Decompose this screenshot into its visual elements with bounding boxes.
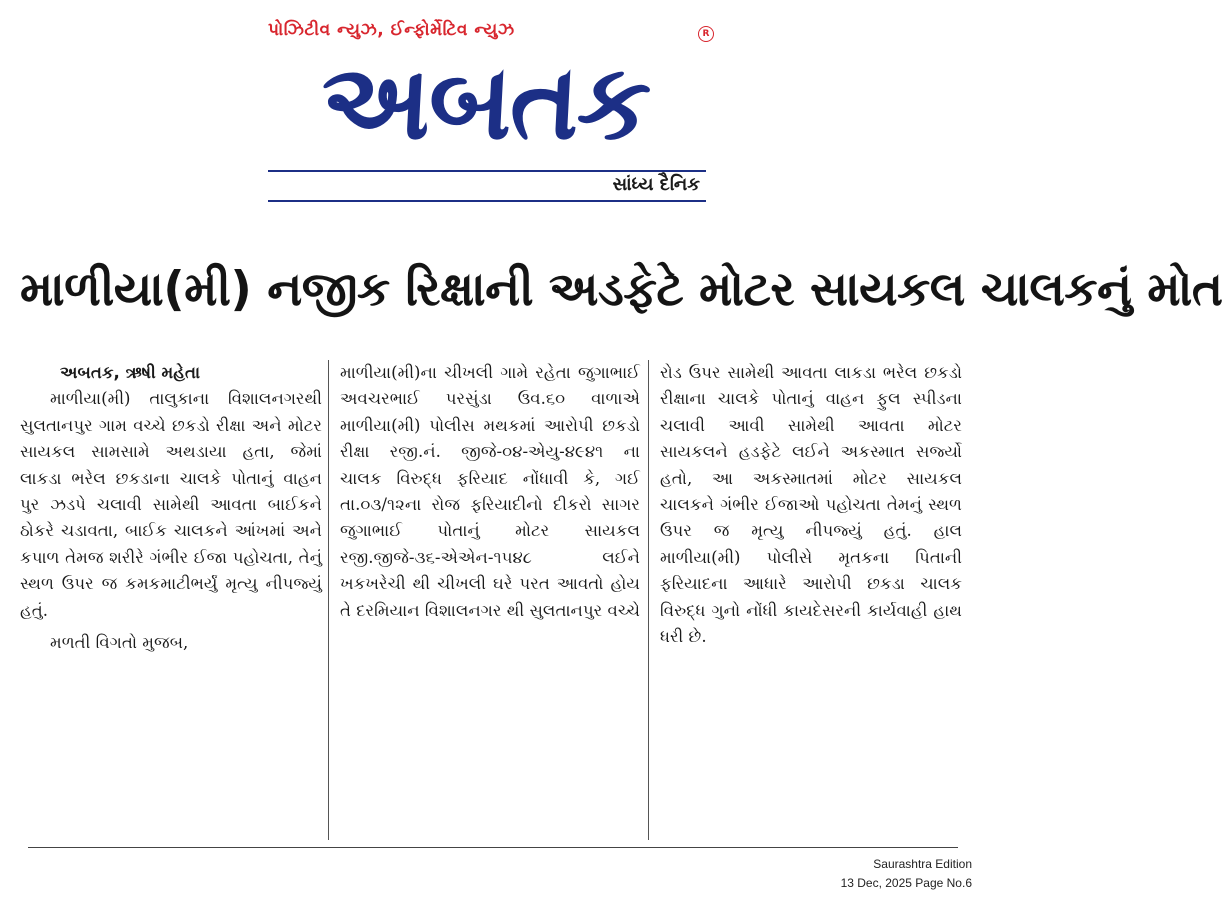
article-paragraph: માળીયા(મી) તાલુકાના વિશાલનગરથી સુલતાનપુર ગામ વચ્ચે છકડો રીક્ષા અને મોટર સાયકલ સામસામે અથડાયા હતા, જેમાં લાકડા ભરેલ છકડાના ચાલકે પોતાનું વાહન પુર ઝડપે ચલાવી સામેથી આવતા બાઈકને ઠોકરે ચડાવતા, બાઈક ચાલકને આંખમાં અને કપાળ તેમજ શરીરે ગંભીર ઈજા પહોચતા, તેનું સ્થળ ઉપર જ કમકમાટીભર્યું મૃત્યુ નીપજ્યું હતું. (20, 389, 322, 620)
article-paragraph: માળીયા(મી)ના ચીખલી ગામે રહેતા જુગાભાઈ અવચરભાઈ પરસુંડા ઉવ.૬૦ વાળાએ માળીયા(મી) પોલીસ મથકમાં આરોપી છકડો રીક્ષા રજી.નં. જીજે-૦૪-એયુ-૪૯૪૧ ના ચાલક વિરુદ્ધ ફરિયાદ નોંધાવી કે, ગઈ તા.૦૩/૧૨ના રોજ ફરિયાદીનો દીકરો સાગર જુગાભાઈ પોતાનું મોટર સાયકલ રજી.જીજે-૩૬-એએન-૧૫૪૮ લઈને ખકખરેચી થી ચીખલી ઘરે પરત આવતો હોય તે દરમિયાન વિશાલનગર થી સુલતાનપુર વચ્ચે (340, 363, 641, 620)
article-headline: માળીયા(મી) નજીક રિક્ષાની અડફેટે મોટર સાયકલ ચાલકનું મોત (20, 262, 1223, 317)
article-column-1 (20, 360, 322, 830)
article-byline: અબતક, ઋષી મહેતા (60, 363, 201, 382)
masthead-subtitle-bar (268, 170, 706, 202)
article-paragraph: રોડ ઉપર સામેથી આવતા લાકડા ભરેલ છકડો રીક્ષાના ચાલકે પોતાનું વાહન ફુલ સ્પીડના ચલાવી આવી સામેથી આવતા મોટર સાયકલને હડફેટે લઈને અકસ્માત સર્જ્યો હતો, આ અકસ્માતમાં મોટર સાયકલ ચાલકને ગંભીર ઈજાઓ પહોચતા તેમનું સ્થળ ઉપર જ મૃત્યુ નીપજ્યું હતું. હાલ માળીયા(મી) પોલીસે મૃતકના પિતાની ફરિયાદના આધારે આરોપી છકડા ચાલક વિરુદ્ધ ગુનો નોંધી કાયદેસરની કાર્યવાહી હાથ ધરી છે. (660, 363, 962, 647)
article-body (20, 360, 962, 830)
masthead (0, 0, 982, 210)
article-paragraph: મળતી વિગતો મુજબ, (50, 633, 189, 653)
article-column-2 (340, 360, 640, 830)
footer-edition: Saurashtra Edition (873, 857, 972, 871)
article-column-3 (660, 360, 962, 830)
newspaper-logo: અબતક (317, 41, 652, 163)
masthead-subtitle: સાંધ્ય દૈનિક (612, 174, 700, 195)
masthead-tagline: પોઝિટીવ ન્યુઝ, ઈન્ફોર્મેટિવ ન્યુઝ (268, 20, 515, 40)
footer-divider (28, 847, 958, 848)
registered-mark-icon: R (698, 26, 714, 42)
footer-date-page: 13 Dec, 2025 Page No.6 (840, 876, 972, 890)
